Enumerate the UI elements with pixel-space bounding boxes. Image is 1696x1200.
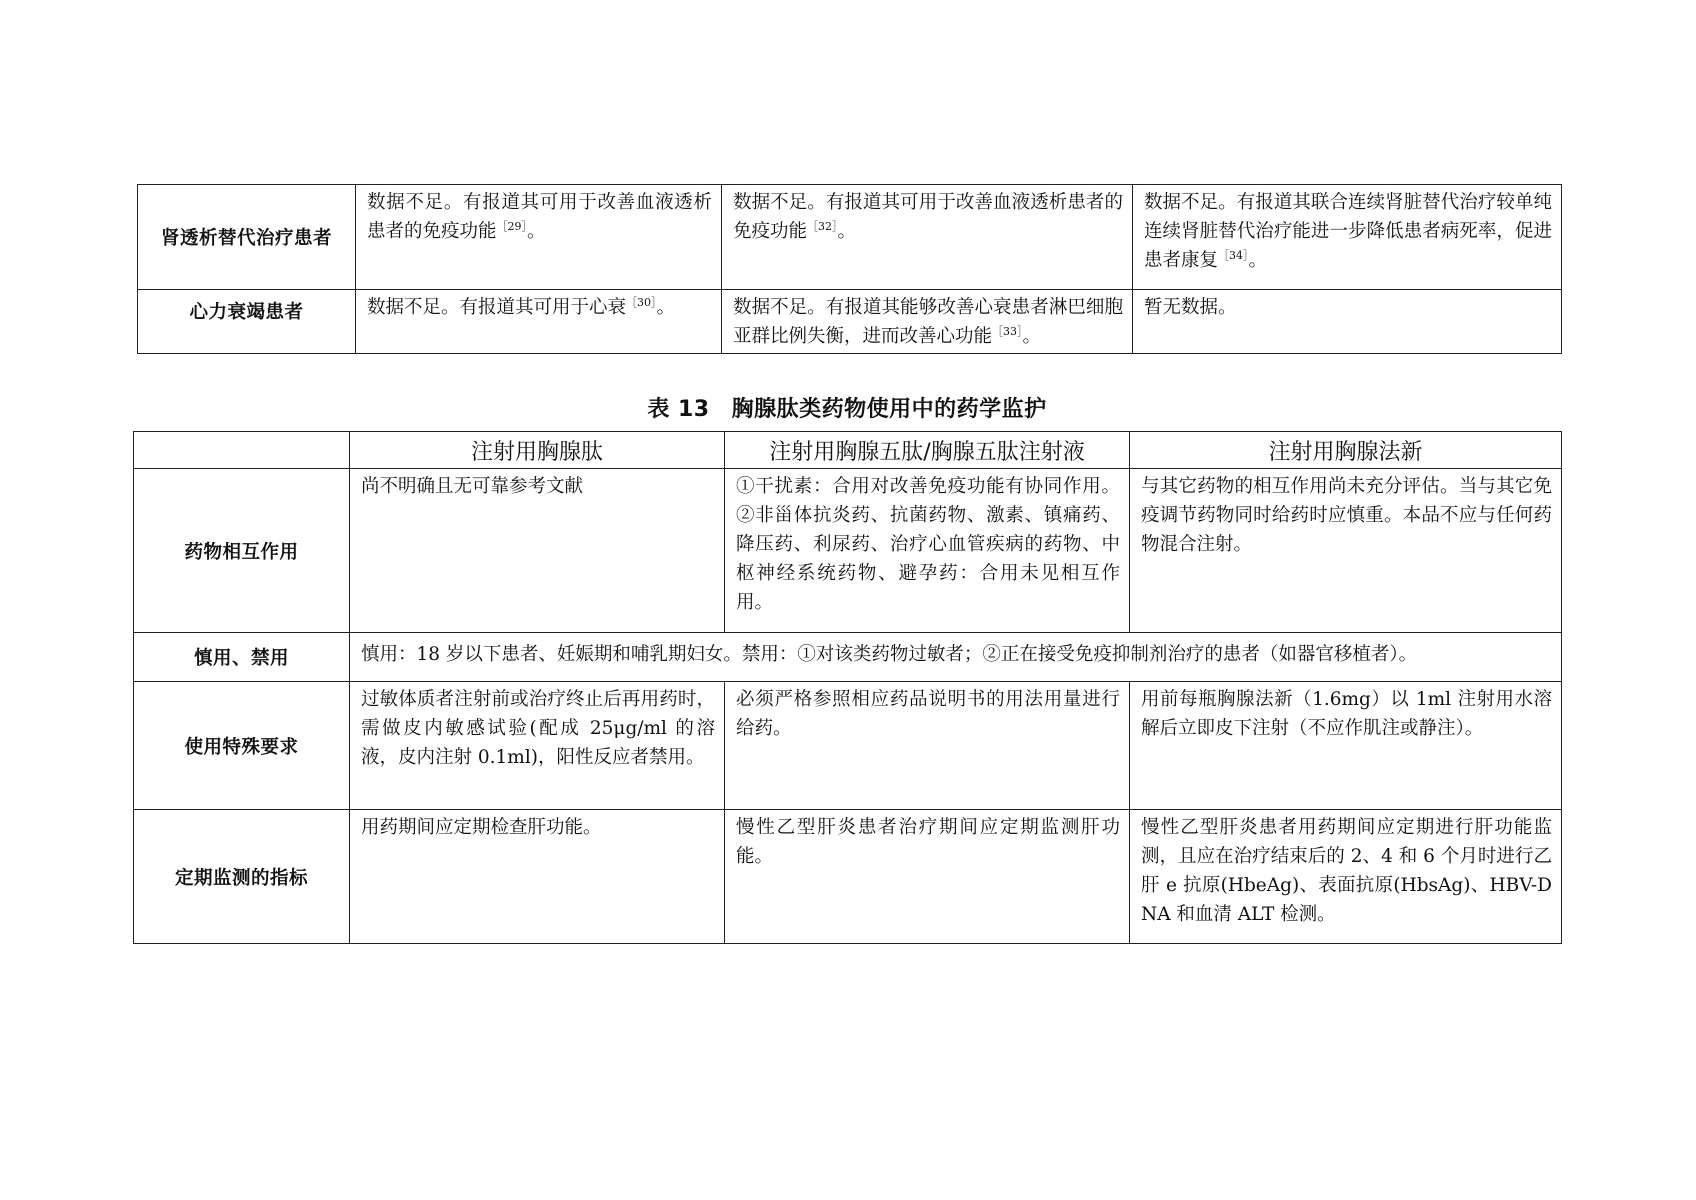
table-cell: 暂无数据。 bbox=[1133, 290, 1562, 354]
table-row bbox=[138, 185, 1562, 290]
table-row bbox=[134, 633, 1562, 682]
table-cell: 数据不足。有报道其能够改善心衰患者淋巴细胞亚群比例失衡，进而改善心功能$^{[33]}$。 bbox=[722, 290, 1133, 354]
table-cell: 用药期间应定期检查肝功能。 bbox=[350, 810, 725, 944]
table-cell: 过敏体质者注射前或治疗终止后再用药时，需做皮内敏感试验(配成 25μg/ml 的溶液，皮内注射 0.1ml)，阳性反应者禁用。 bbox=[350, 682, 725, 810]
pharmaceutical-care-table bbox=[133, 431, 1562, 944]
table-caption bbox=[133, 392, 1561, 423]
row-label: 慎用、禁用 bbox=[134, 633, 350, 682]
row-label: 使用特殊要求 bbox=[134, 682, 350, 810]
table-number: 表 13 bbox=[647, 397, 710, 422]
column-header bbox=[134, 432, 350, 469]
table-cell: 必须严格参照相应药品说明书的用法用量进行给药。 bbox=[725, 682, 1130, 810]
table-row bbox=[134, 469, 1562, 633]
column-header: 注射用胸腺法新 bbox=[1130, 432, 1562, 469]
table-cell: 慢性乙型肝炎患者治疗期间应定期监测肝功能。 bbox=[725, 810, 1130, 944]
citation-ref: ［30］ bbox=[626, 295, 657, 309]
table-row bbox=[134, 682, 1562, 810]
row-label: 心力衰竭患者 bbox=[138, 290, 356, 354]
table-row bbox=[134, 810, 1562, 944]
merged-cell: 慎用：18 岁以下患者、妊娠期和哺乳期妇女。禁用：①对该类药物过敏者；②正在接受免疫抑制剂治疗的患者（如器官移植者）。 bbox=[350, 633, 1562, 682]
row-label: 药物相互作用 bbox=[134, 469, 350, 633]
table-cell: ①干扰素：合用对改善免疫功能有协同作用。②非甾体抗炎药、抗菌药物、激素、镇痛药、降压药、利尿药、治疗心血管疾病的药物、中枢神经系统药物、避孕药：合用未见相互作用。 bbox=[725, 469, 1130, 633]
table-cell: 尚不明确且无可靠参考文献 bbox=[350, 469, 725, 633]
table-cell: 数据不足。有报道其可用于心衰$^{[30]}$。 bbox=[356, 290, 722, 354]
table-cell: 用前每瓶胸腺法新（1.6mg）以 1ml 注射用水溶解后立即皮下注射（不应作肌注或静注）。 bbox=[1130, 682, 1562, 810]
citation-ref: ［33］ bbox=[992, 324, 1023, 338]
column-header: 注射用胸腺五肽/胸腺五肽注射液 bbox=[725, 432, 1130, 469]
table-cell: 数据不足。有报道其可用于改善血液透析患者的免疫功能$^{[32]}$。 bbox=[722, 185, 1133, 290]
citation-ref: ［34］ bbox=[1218, 248, 1249, 262]
table-title: 胸腺肽类药物使用中的药学监护 bbox=[731, 397, 1047, 422]
continuation-table bbox=[137, 184, 1562, 354]
table-cell: 数据不足。有报道其可用于改善血液透析患者的免疫功能$^{[29]}$。 bbox=[356, 185, 722, 290]
table-cell: 慢性乙型肝炎患者用药期间应定期进行肝功能监测，且应在治疗结束后的 2、4 和 6 个月时进行乙肝 e 抗原(HbeAg)、表面抗原(HbsAg)、HBV-DNA 和血清 ALT 检测。 bbox=[1130, 810, 1562, 944]
table-row bbox=[138, 290, 1562, 354]
column-header: 注射用胸腺肽 bbox=[350, 432, 725, 469]
table-cell: 数据不足。有报道其联合连续肾脏替代治疗较单纯连续肾脏替代治疗能进一步降低患者病死率，促进患者康复$^{[34]}$。 bbox=[1133, 185, 1562, 290]
row-label: 定期监测的指标 bbox=[134, 810, 350, 944]
citation-ref: ［29］ bbox=[496, 219, 528, 233]
citation-ref: ［32］ bbox=[807, 219, 838, 233]
header-row bbox=[134, 432, 1562, 469]
table-cell: 与其它药物的相互作用尚未充分评估。当与其它免疫调节药物同时给药时应慎重。本品不应与任何药物混合注射。 bbox=[1130, 469, 1562, 633]
row-label: 肾透析替代治疗患者 bbox=[138, 185, 356, 290]
